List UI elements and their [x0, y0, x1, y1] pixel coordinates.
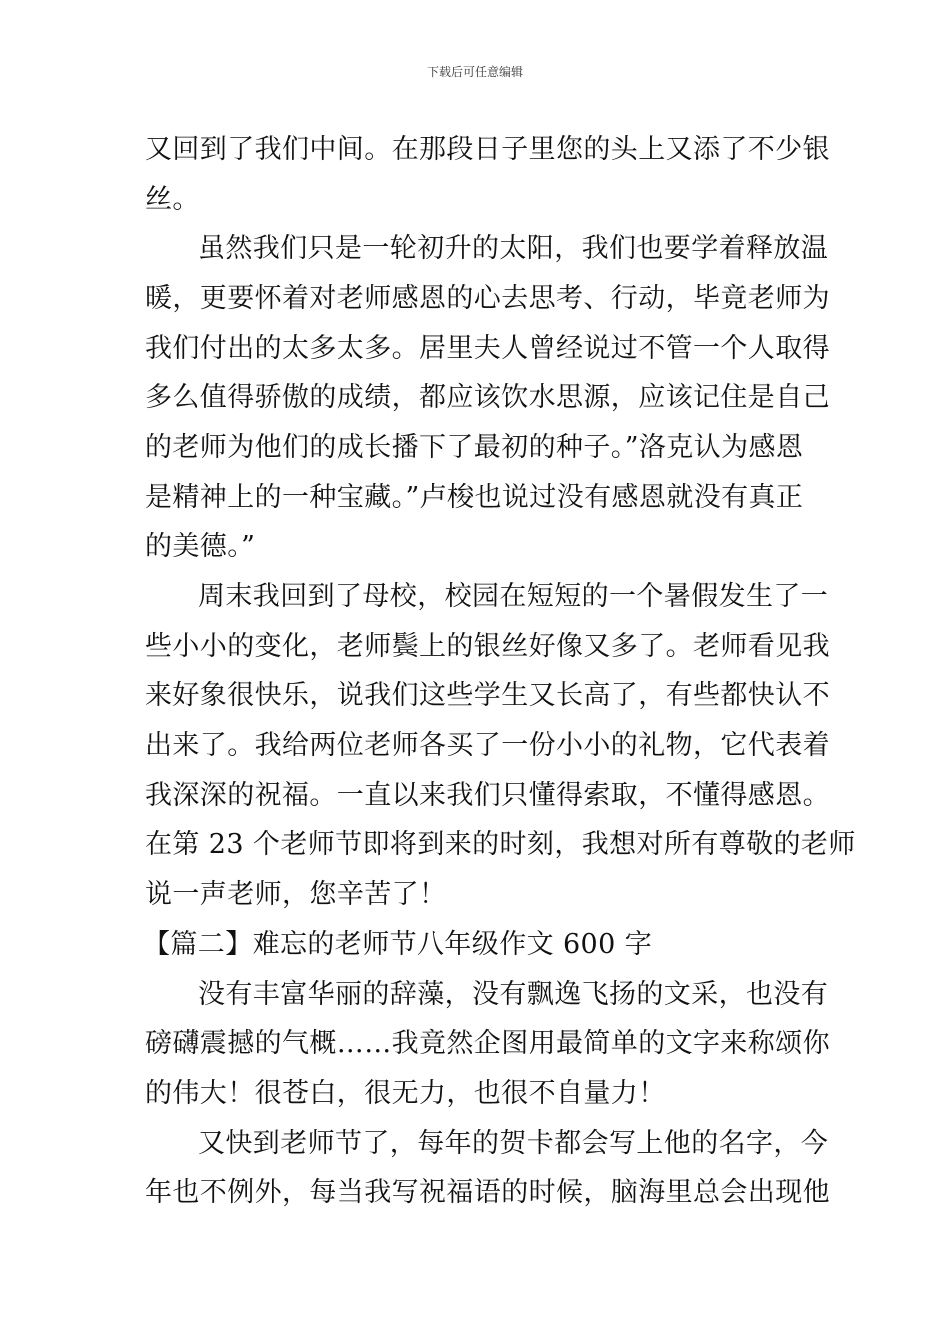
text-line: 暖，更要怀着对老师感恩的心去思考、行动，毕竟老师为 [145, 283, 830, 314]
text-line: 是精神上的一种宝藏。”卢梭也说过没有感恩就没有真正 [145, 482, 804, 513]
text-line: 的老师为他们的成长播下了最初的种子。”洛克认为感恩 [145, 432, 804, 463]
text-line: 我深深的祝福。一直以来我们只懂得索取，不懂得感恩。 [145, 780, 830, 811]
text-line: 我们付出的太多太多。居里夫人曾经说过不管一个人取得 [145, 333, 830, 364]
paragraph-start-line: 虽然我们只是一轮初升的太阳，我们也要学着释放温 [198, 233, 829, 264]
page-header-note: 下载后可任意编辑 [426, 65, 523, 79]
text-line: 多么值得骄傲的成绩，都应该饮水思源，应该记住是自己 [145, 382, 830, 413]
text-line: 出来了。我给两位老师各买了一份小小的礼物，它代表着 [145, 730, 830, 761]
text-line: 说一声老师，您辛苦了！ [145, 879, 447, 910]
text-line: 在第 23 个老师节即将到来的时刻，我想对所有尊敬的老师 [145, 829, 856, 860]
text-line: 磅礴震撼的气概……我竟然企图用最简单的文字来称颂你 [145, 1028, 830, 1059]
text-line: 些小小的变化，老师鬓上的银丝好像又多了。老师看见我 [145, 631, 830, 662]
text-line: 丝。 [145, 184, 200, 215]
text-line: 年也不例外，每当我写祝福语的时候，脑海里总会出现他 [145, 1177, 830, 1208]
text-line: 的伟大！很苍白，很无力，也很不自量力！ [145, 1078, 666, 1109]
paragraph-start-line: 又快到老师节了，每年的贺卡都会写上他的名字，今 [198, 1128, 829, 1159]
text-line: 的美德。” [145, 531, 256, 562]
text-line: 又回到了我们中间。在那段日子里您的头上又添了不少银 [145, 134, 830, 165]
section-heading: 【篇二】难忘的老师节八年级作文 600 字 [143, 929, 653, 960]
paragraph-start-line: 没有丰富华丽的辞藻，没有飘逸飞扬的文采，也没有 [198, 979, 829, 1010]
paragraph-start-line: 周末我回到了母校，校园在短短的一个暑假发生了一 [198, 581, 829, 612]
text-line: 来好象很快乐，说我们这些学生又长高了，有些都快认不 [145, 680, 830, 711]
